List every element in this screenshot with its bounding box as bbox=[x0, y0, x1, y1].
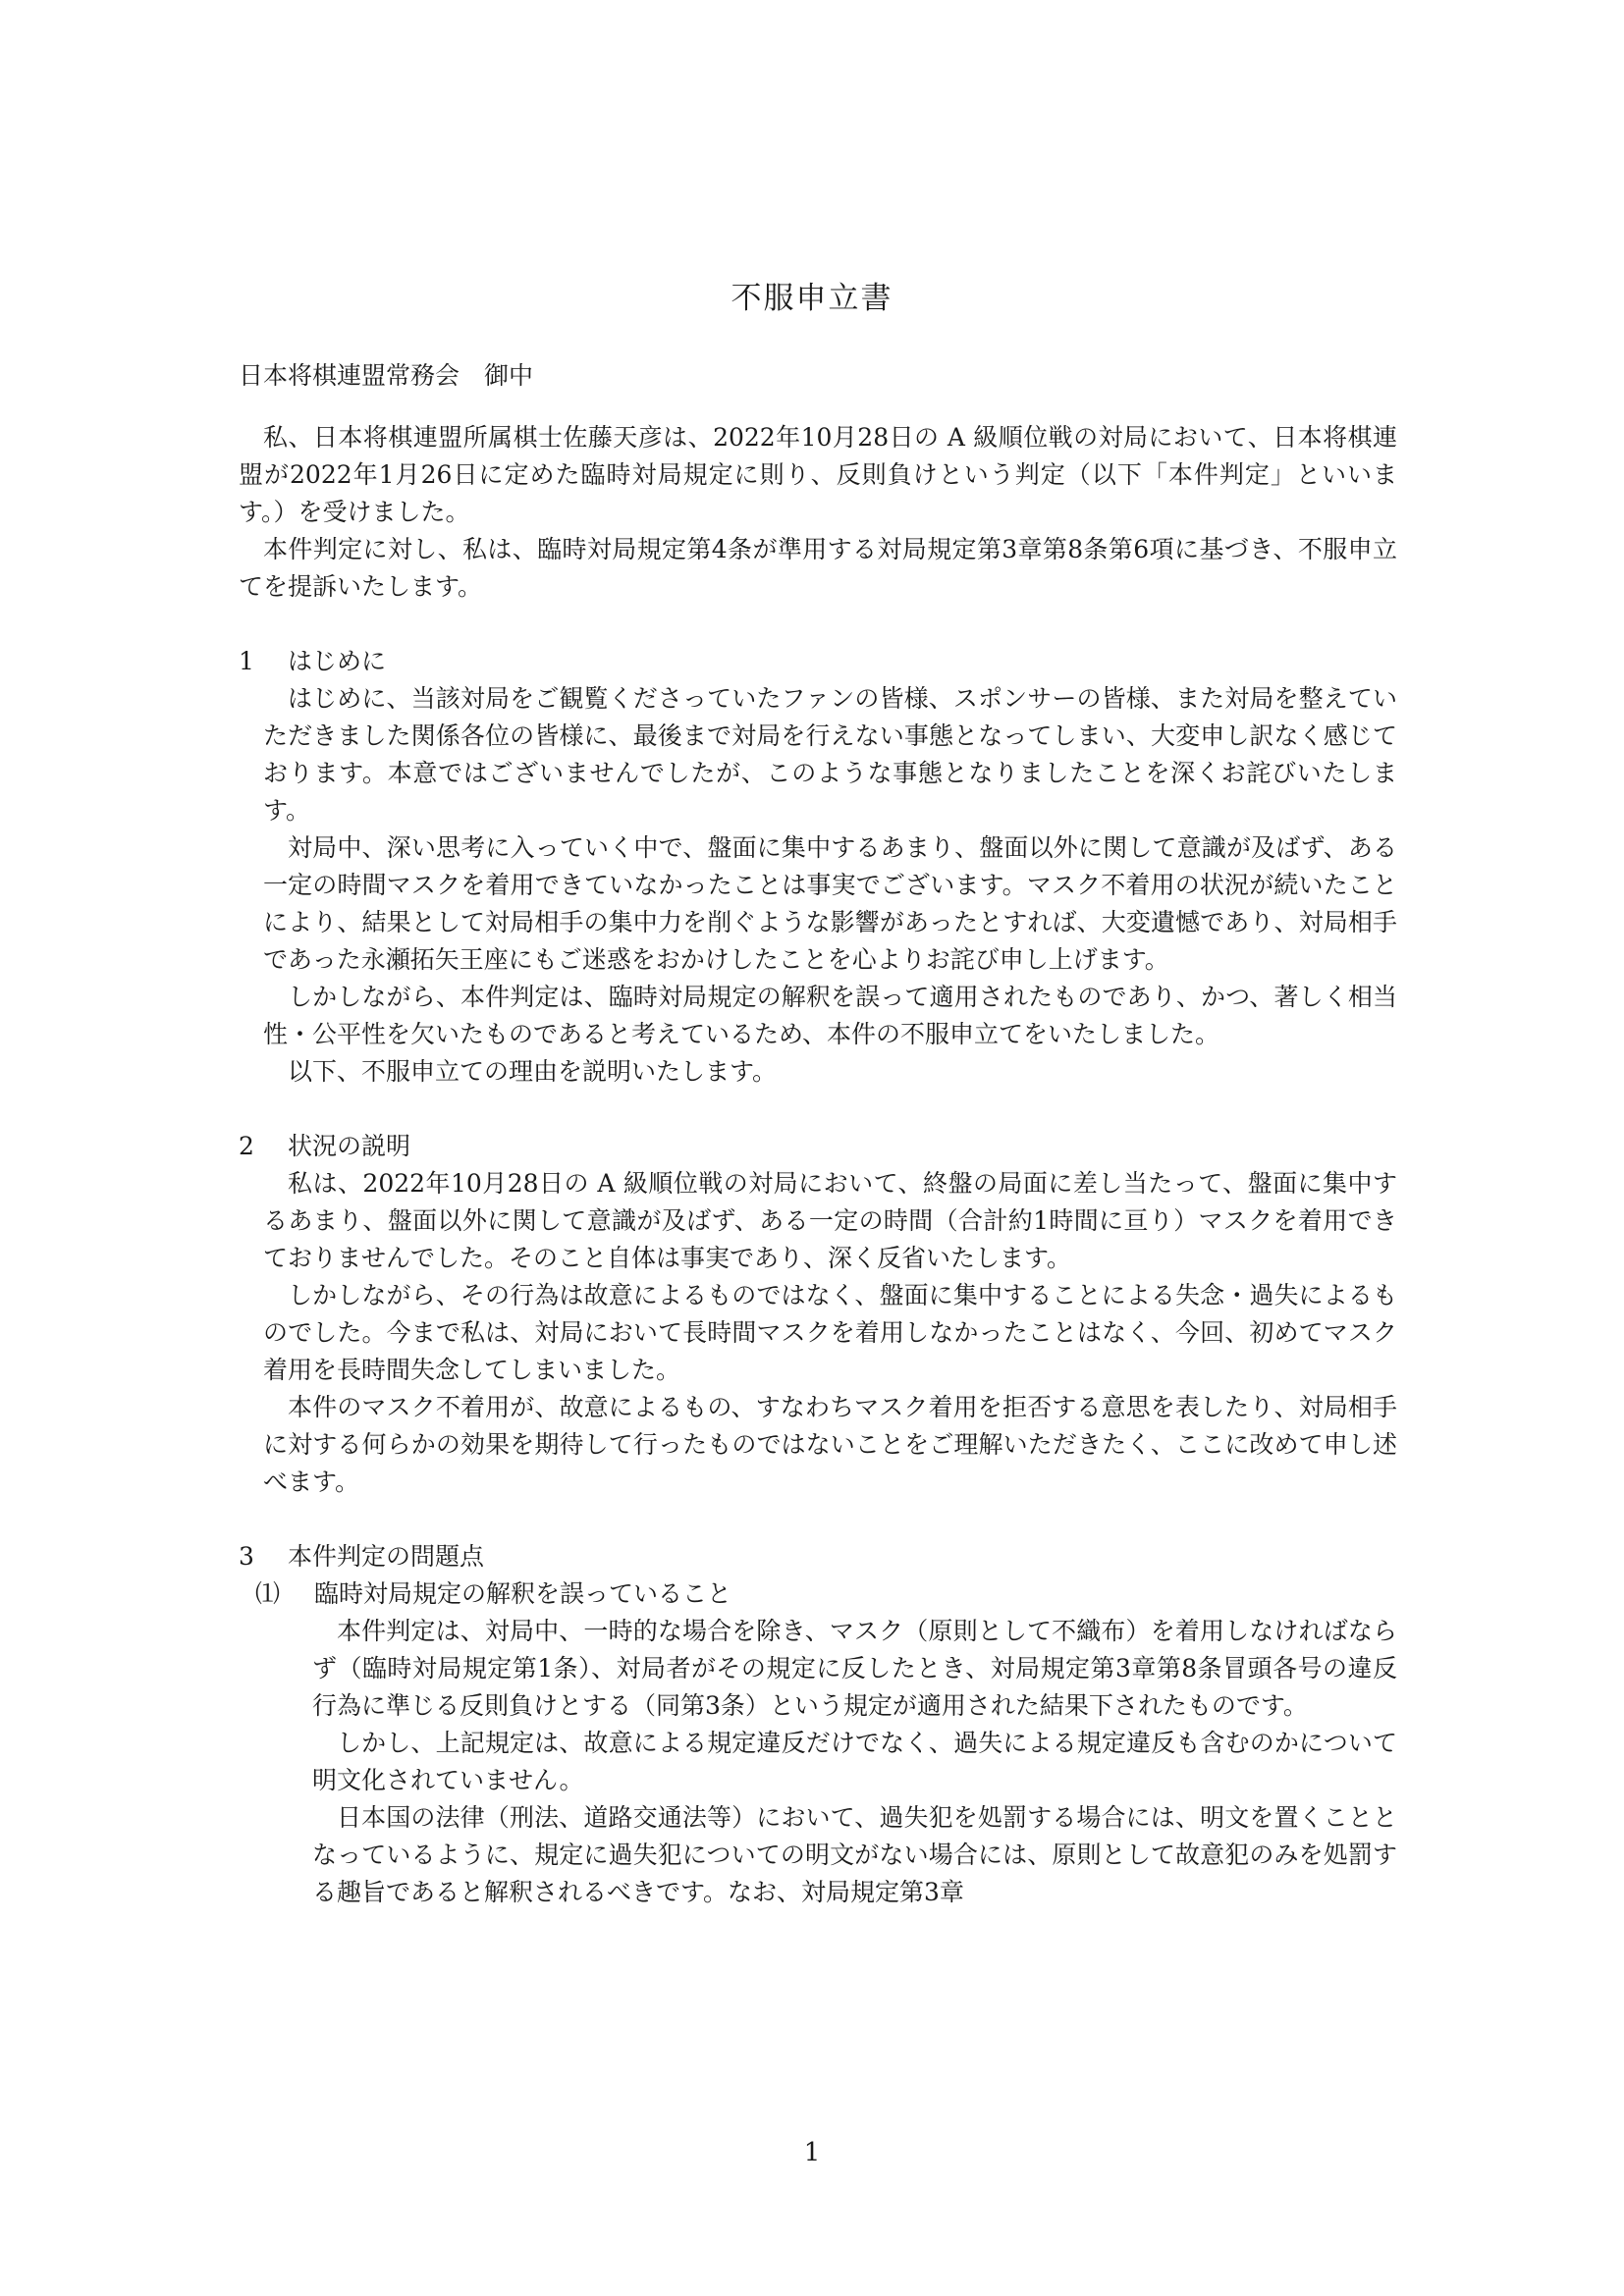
section-paragraph: しかしながら、その行為は故意によるものではなく、盤面に集中することによる失念・過失によるものでした。今まで私は、対局において長時間マスクを着用しなかったことはなく、今回、初めてマスク着用を長時間失念してしまいました。 bbox=[263, 1281, 1397, 1384]
subsection-paragraph: 日本国の法律（刑法、道路交通法等）において、過失犯を処罰する場合には、明文を置くこととなっているように、規定に過失犯についての明文がない場合には、原則として故意犯のみを処罰する趣旨であると解釈されるべきです。なお、対局規定第3章 bbox=[312, 1803, 1397, 1906]
section-paragraph: 本件のマスク不着用が、故意によるもの、すなわちマスク着用を拒否する意思を表したり、対局相手に対する何らかの効果を期待して行ったものではないことをご理解いただきたく、ここに改めて申し述べます。 bbox=[263, 1393, 1397, 1496]
section-paragraph: 私は、2022年10月28日の A 級順位戦の対局において、終盤の局面に差し当たって、盤面に集中するあまり、盤面以外に関して意識が及ばず、ある一定の時間（合計約1時間に亘り）マスクを着用できておりませんでした。そのこと自体は事実であり、深く反省いたします。 bbox=[263, 1169, 1397, 1272]
section-paragraph: 以下、不服申立ての理由を説明いたします。 bbox=[288, 1057, 778, 1086]
section-title: 本件判定の問題点 bbox=[288, 1542, 485, 1571]
section-situation bbox=[239, 1128, 1397, 1501]
section-title: 状況の説明 bbox=[288, 1132, 411, 1160]
page-number: 1 bbox=[803, 2138, 821, 2167]
intro-paragraph: 本件判定に対し、私は、臨時対局規定第4条が準用する対局規定第3章第8条第6項に基づき、不服申立てを提訴いたします。 bbox=[239, 535, 1397, 601]
section-title: はじめに bbox=[288, 647, 387, 675]
subsection-paragraph: しかし、上記規定は、故意による規定違反だけでなく、過失による規定違反も含むのかについて明文化されていません。 bbox=[312, 1729, 1397, 1794]
subsection-heading bbox=[255, 1575, 1397, 1613]
section-heading bbox=[239, 1128, 1397, 1165]
subsection-title: 臨時対局規定の解釈を誤っていること bbox=[314, 1579, 732, 1608]
section-issues bbox=[239, 1538, 1397, 1911]
document-title: 不服申立書 bbox=[731, 281, 893, 316]
addressee: 日本将棋連盟常務会 御中 bbox=[239, 361, 534, 390]
subsection-number: ⑴ bbox=[255, 1579, 281, 1608]
section-introduction bbox=[239, 643, 1397, 1091]
section-number: 3 bbox=[239, 1542, 254, 1571]
document-body bbox=[239, 419, 1397, 1911]
subsection-paragraph: 本件判定は、対局中、一時的な場合を除き、マスク（原則として不織布）を着用しなければならず（臨時対局規定第1条）、対局者がその規定に反したとき、対局規定第3章第8条冒頭各号の違反行為に準じる反則負けとする（同第3条）という規定が適用された結果下されたものです。 bbox=[312, 1617, 1397, 1720]
section-number: 2 bbox=[239, 1132, 254, 1160]
section-paragraph: はじめに、当該対局をご観覧くださっていたファンの皆様、スポンサーの皆様、また対局を整えていただきました関係各位の皆様に、最後まで対局を行えない事態となってしまい、大変申し訳なく感じております。本意ではございませんでしたが、このような事態となりましたことを深くお詫びいたします。 bbox=[263, 684, 1397, 825]
section-paragraph: 対局中、深い思考に入っていく中で、盤面に集中するあまり、盤面以外に関して意識が及ばず、ある一定の時間マスクを着用できていなかったことは事実でございます。マスク不着用の状況が続いたことにより、結果として対局相手の集中力を削ぐような影響があったとすれば、大変遺憾であり、対局相手であった永瀬拓矢王座にもご迷惑をおかけしたことを心よりお詫び申し上げます。 bbox=[263, 833, 1397, 974]
section-heading bbox=[239, 1538, 1397, 1575]
section-number: 1 bbox=[239, 647, 254, 675]
section-paragraph: しかしながら、本件判定は、臨時対局規定の解釈を誤って適用されたものであり、かつ、著しく相当性・公平性を欠いたものであると考えているため、本件の不服申立てをいたしました。 bbox=[263, 983, 1397, 1048]
intro-paragraph: 私、日本将棋連盟所属棋士佐藤天彦は、2022年10月28日の A 級順位戦の対局において、日本将棋連盟が2022年1月26日に定めた臨時対局規定に則り、反則負けという判定（以下「本件判定」といいます。）を受けました。 bbox=[239, 423, 1397, 526]
section-heading bbox=[239, 643, 1397, 680]
